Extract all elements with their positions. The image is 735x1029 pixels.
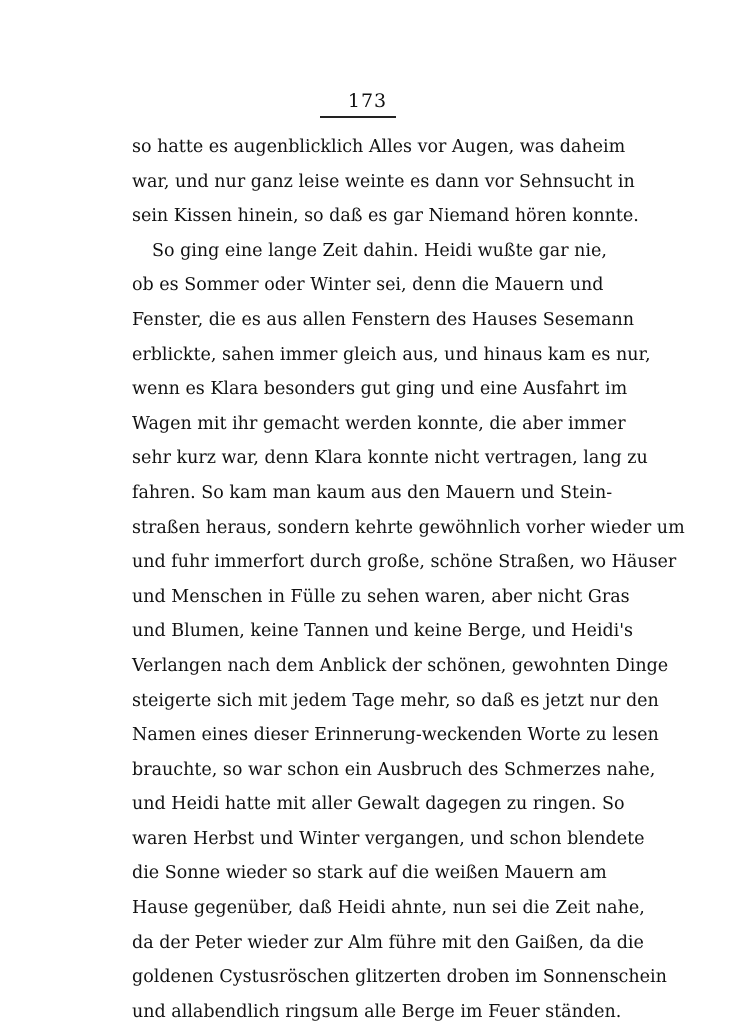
text-line: und Blumen, keine Tannen und keine Berge, und Heidi's [132,621,634,642]
text-line: straßen heraus, sondern kehrte gewöhnlich vorher wieder um [132,517,685,538]
page-number-rule [320,116,396,118]
text-line: wenn es Klara besonders gut ging und eine Ausfahrt im [132,379,628,400]
text-line: und allabendlich ringsum alle Berge im Feuer ständen. [132,1001,622,1022]
text-line: steigerte sich mit jedem Tage mehr, so daß es jetzt nur den [132,690,659,711]
text-line: und Heidi hatte mit aller Gewalt dagegen zu ringen. So [132,794,625,815]
text-line: fahren. So kam man kaum aus den Mauern und Stein- [132,482,613,503]
text-line: Wagen mit ihr gemacht werden konnte, die aber immer [132,413,626,434]
text-line: brauchte, so war schon ein Ausbruch des Schmerzes nahe, [132,759,656,780]
text-line: und Menschen in Fülle zu sehen waren, aber nicht Gras [132,586,630,607]
text-line: Hause gegenüber, daß Heidi ahnte, nun sei die Zeit nahe, [132,898,645,919]
text-line: so hatte es augenblicklich Alles vor Augen, was daheim [132,137,626,157]
text-line: die Sonne wieder so stark auf die weißen Mauern am [132,863,607,884]
text-line: sein Kissen hinein, so daß es gar Niemand hören konnte. [132,206,639,227]
text-line: erblickte, sahen immer gleich aus, und hinaus kam es nur, [132,344,651,365]
text-line: und fuhr immerfort durch große, schöne Straßen, wo Häuser [132,552,677,573]
text-line: waren Herbst und Winter vergangen, und schon blendete [132,828,645,849]
text-line: So ging eine lange Zeit dahin. Heidi wußte gar nie, [152,240,607,261]
text-line: Namen eines dieser Erinnerung-weckenden Worte zu lesen [132,725,659,746]
text-line: war, und nur ganz leise weinte es dann vor Sehnsucht in [132,171,635,192]
body-text [132,130,685,1029]
text-line: ob es Sommer oder Winter sei, denn die Mauern und [132,275,604,296]
text-line: sehr kurz war, denn Klara konnte nicht vertragen, lang zu [132,448,648,469]
text-line: Fenster, die es aus allen Fenstern des Hauses Sesemann [132,309,635,330]
page-number: 173 [347,90,388,112]
text-line: goldenen Cystusröschen glitzerten droben im Sonnenschein [132,967,667,988]
text-line: da der Peter wieder zur Alm führe mit den Gaißen, da die [132,932,644,953]
text-line: Verlangen nach dem Anblick der schönen, gewohnten Dinge [132,655,669,676]
